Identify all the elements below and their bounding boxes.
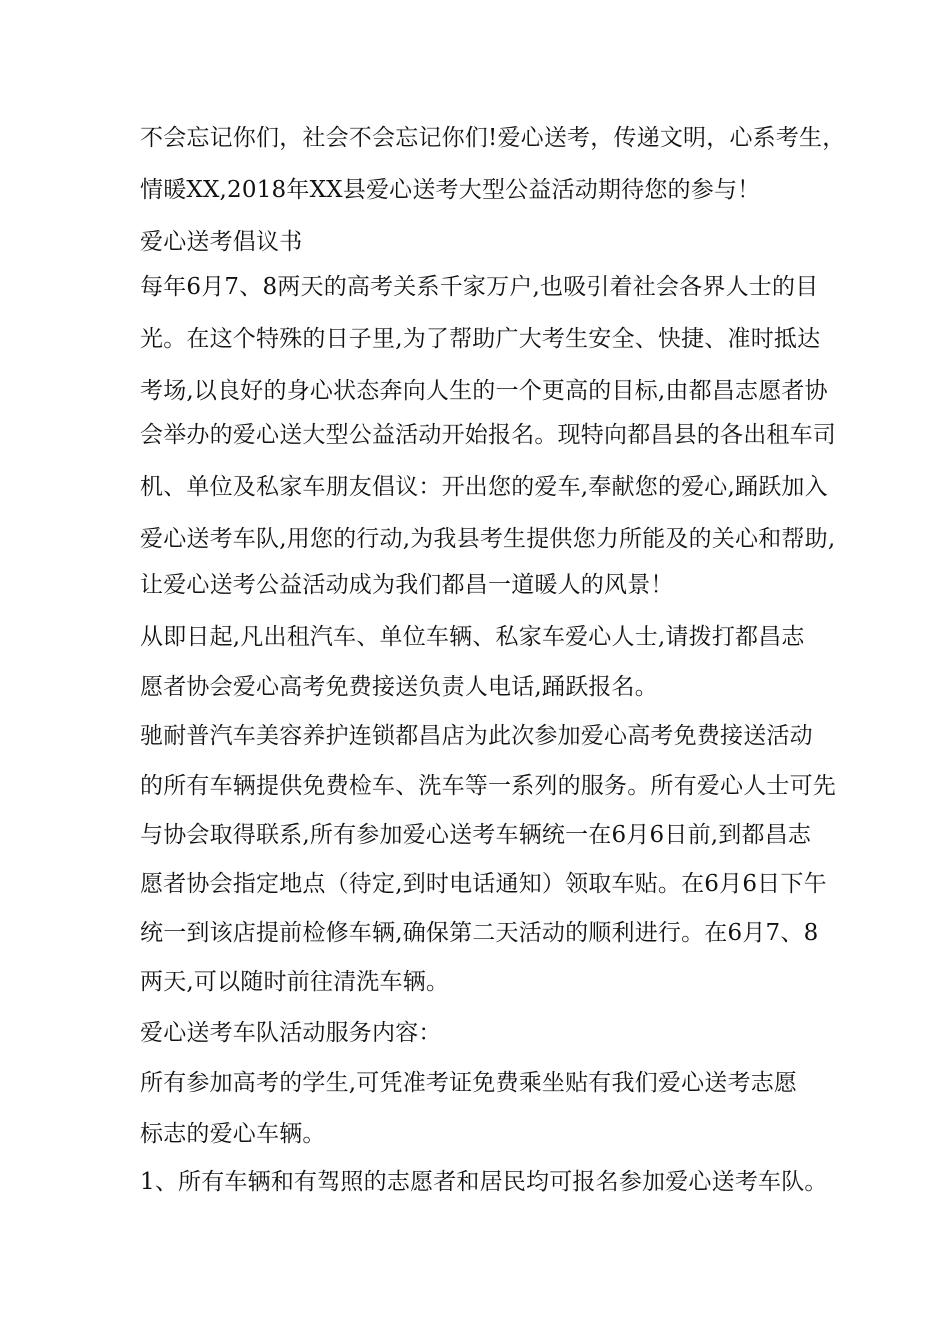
text-line: 愿者协会指定地点（待定,到时电话通知）领取车贴。在6月6日下午 xyxy=(140,871,827,897)
text-line: 考场,以良好的身心状态奔向人生的一个更高的目标,由都昌志愿者协 xyxy=(140,378,828,404)
text-line: 不会忘记你们，社会不会忘记你们!爱心送考，传递文明，心系考生， xyxy=(140,125,846,151)
text-line: 愿者协会爱心高考免费接送负责人电话,踊跃报名。 xyxy=(140,674,658,700)
text-line: 统一到该店提前检修车辆,确保第二天活动的顺利进行。在6月7、8 xyxy=(140,920,819,946)
text-line: 1、所有车辆和有驾照的志愿者和居民均可报名参加爱心送考车队。 xyxy=(140,1169,828,1195)
text-line: 所有参加高考的学生,可凭准考证免费乘坐贴有我们爱心送考志愿 xyxy=(140,1070,798,1096)
text-line: 光。在这个特殊的日子里,为了帮助广大考生安全、快捷、准时抵达 xyxy=(140,326,821,352)
text-line: 爱心送考车队活动服务内容： xyxy=(140,1020,442,1046)
text-line: 驰耐普汽车美容养护连锁都昌店为此次参加爱心高考免费接送活动 xyxy=(140,723,813,749)
text-line: 会举办的爱心送大型公益活动开始报名。现特向都昌县的各出租车司 xyxy=(140,422,836,448)
text-line: 标志的爱心车辆。 xyxy=(140,1121,326,1147)
text-line: 让爱心送考公益活动成为我们都昌一道暖人的风景！ xyxy=(140,572,674,598)
text-line: 两天,可以随时前往清洗车辆。 xyxy=(140,969,450,995)
text-line: 情暖XX,2018年XX县爱心送考大型公益活动期待您的参与！ xyxy=(140,177,761,203)
text-line: 机、单位及私家车朋友倡议：开出您的爱车,奉献您的爱心,踊跃加入 xyxy=(140,474,828,500)
text-line: 爱心送考车队,用您的行动,为我县考生提供您力所能及的关心和帮助, xyxy=(140,526,836,552)
heading-proposal: 爱心送考倡议书 xyxy=(140,229,303,255)
text-line: 每年6月7、8两天的高考关系千家万户,也吸引着社会各界人士的目 xyxy=(140,274,819,300)
text-line: 与协会取得联系,所有参加爱心送考车辆统一在6月6日前,到都昌志 xyxy=(140,822,812,848)
text-line: 从即日起,凡出租汽车、单位车辆、私家车爱心人士,请拨打都昌志 xyxy=(140,624,805,650)
text-line: 的所有车辆提供免费检车、洗车等一系列的服务。所有爱心人士可先 xyxy=(140,773,836,799)
